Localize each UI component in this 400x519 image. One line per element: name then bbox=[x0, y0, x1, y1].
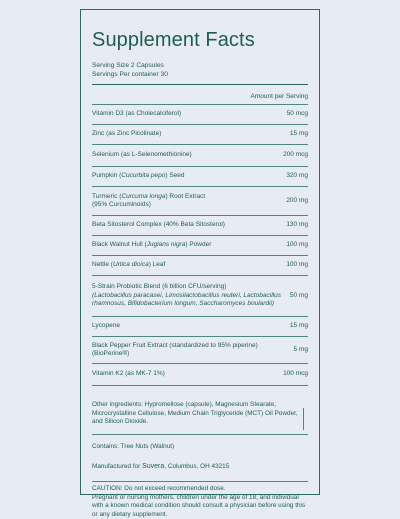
nutrient-amount: 200 mg bbox=[286, 196, 308, 204]
nutrient-latin-name: Juglans nigra bbox=[146, 241, 186, 249]
nutrient-name bbox=[92, 370, 283, 378]
nutrient-amount: 100 mg bbox=[286, 261, 308, 269]
nutrient-name bbox=[92, 241, 286, 249]
nutrient-name-text: 5-Strain Probiotic Blend (6 billion CFU/serving) bbox=[92, 283, 227, 291]
nutrient-row bbox=[92, 336, 308, 363]
nutrient-name bbox=[92, 221, 286, 229]
nutrient-row bbox=[92, 104, 308, 124]
nutrient-name-text: Vitamin D3 (as Cholecalciferol) bbox=[92, 110, 182, 118]
nutrient-name bbox=[92, 110, 287, 118]
nutrient-row bbox=[92, 124, 308, 144]
nutrient-name bbox=[92, 283, 290, 308]
nutrient-name bbox=[92, 322, 290, 330]
supplement-facts-panel bbox=[80, 9, 320, 518]
nutrient-row bbox=[92, 255, 308, 275]
manufacturer-line bbox=[92, 451, 308, 472]
nutrient-amount: 200 mcg bbox=[283, 151, 308, 159]
nutrient-subtext: (Lactobacillus paracasei, Limosilactobacillus reuteri, Lactobacillus rhamnosus, Bifidobacterium longum, Saccharomyces boulardii) bbox=[92, 291, 281, 308]
nutrient-row bbox=[92, 186, 308, 215]
nutrient-name-text: Beta Sitosterol Complex (40% Beta Sitosterol) bbox=[92, 221, 225, 229]
tick-mark bbox=[303, 408, 304, 430]
nutrient-name bbox=[92, 130, 290, 138]
nutrient-name-text: Vitamin K2 (as MK-7 1%) bbox=[92, 370, 165, 378]
servings-per-container: Servings Per container 30 bbox=[92, 70, 168, 78]
nutrient-name bbox=[92, 342, 294, 359]
nutrient-amount: 15 mg bbox=[289, 322, 308, 330]
nutrient-name-suffix: ) Leaf bbox=[148, 261, 166, 269]
nutrient-name-text: Nettle ( bbox=[92, 261, 113, 269]
nutrient-amount: 130 mg bbox=[286, 221, 308, 229]
nutrient-name-text: Turmeric ( bbox=[92, 192, 122, 200]
manufacturer-address: , Columbus, OH 43215 bbox=[164, 463, 230, 471]
nutrient-name bbox=[92, 193, 286, 210]
nutrient-name bbox=[92, 261, 286, 269]
nutrient-name-text: Pumpkin ( bbox=[92, 172, 122, 180]
nutrient-row bbox=[92, 316, 308, 336]
nutrient-amount: 50 mcg bbox=[286, 110, 308, 118]
amount-per-serving-header: Amount per Serving bbox=[250, 93, 308, 100]
nutrient-amount: 15 mg bbox=[289, 130, 308, 138]
nutrient-latin-name: Cucurbita pepo bbox=[121, 172, 166, 180]
nutrient-latin-name: Curcuma longa bbox=[121, 192, 166, 200]
caution-heading: CAUTION: Do not exceed recommended dose. bbox=[92, 484, 226, 492]
allergen-contains: Contains: Tree Nuts (Walnut) bbox=[92, 442, 175, 450]
nutrient-amount: 100 mg bbox=[286, 241, 308, 249]
nutrient-row bbox=[92, 215, 308, 235]
manufactured-for-label: Manufactured for bbox=[92, 463, 141, 471]
caution-text: Pregnant or nursing mothers, children under the age of 18, and individual with a known medical condition should consult a physician before using this or any dietary supplement. bbox=[92, 493, 306, 518]
nutrient-row bbox=[92, 144, 308, 166]
nutrient-row bbox=[92, 235, 308, 255]
nutrient-amount: 320 mg bbox=[286, 172, 308, 180]
nutrient-row bbox=[92, 275, 308, 316]
serving-size: Serving Size 2 Capsules bbox=[92, 62, 164, 69]
nutrient-name-suffix: ) Root Extract bbox=[165, 192, 206, 200]
nutrient-name bbox=[92, 172, 286, 180]
nutrient-name-text: Lycopene bbox=[92, 322, 120, 330]
panel-title: Supplement Facts bbox=[92, 29, 255, 51]
nutrient-row bbox=[92, 363, 308, 385]
brand-logo: Suvera bbox=[142, 463, 165, 471]
nutrient-amount: 50 mg bbox=[289, 291, 308, 299]
nutrient-name bbox=[92, 151, 283, 159]
nutrient-subtext: (95% Curcuminoids) bbox=[92, 201, 151, 208]
nutrient-name-text: Zinc (as Zinc Picolinate) bbox=[92, 130, 162, 138]
nutrient-amount: 5 mg bbox=[293, 345, 308, 353]
nutrient-latin-name: Urtica dioica bbox=[112, 261, 149, 269]
other-ingredients: Other ingredients: Hypromellose (capsule), Magnesium Stearate, Microcrystalline Cellulose, Medium Chain Triglyceride (MCT) Oil Powder, and Silicon Dioxide. bbox=[92, 401, 298, 426]
nutrient-name-text: Selenium (as L-Selenomethionine) bbox=[92, 151, 192, 159]
nutrient-name-suffix: ) Powder bbox=[185, 241, 212, 249]
nutrient-table bbox=[92, 104, 308, 386]
nutrient-name-text: Black Pepper Fruit Extract (standardized to 95% piperine) (BioPerine®) bbox=[92, 341, 258, 357]
nutrient-name-text: Black Walnut Hull ( bbox=[92, 241, 147, 249]
nutrient-name-suffix: ) Seed bbox=[165, 172, 185, 180]
nutrient-amount: 100 mcg bbox=[283, 370, 308, 378]
nutrient-row bbox=[92, 166, 308, 186]
